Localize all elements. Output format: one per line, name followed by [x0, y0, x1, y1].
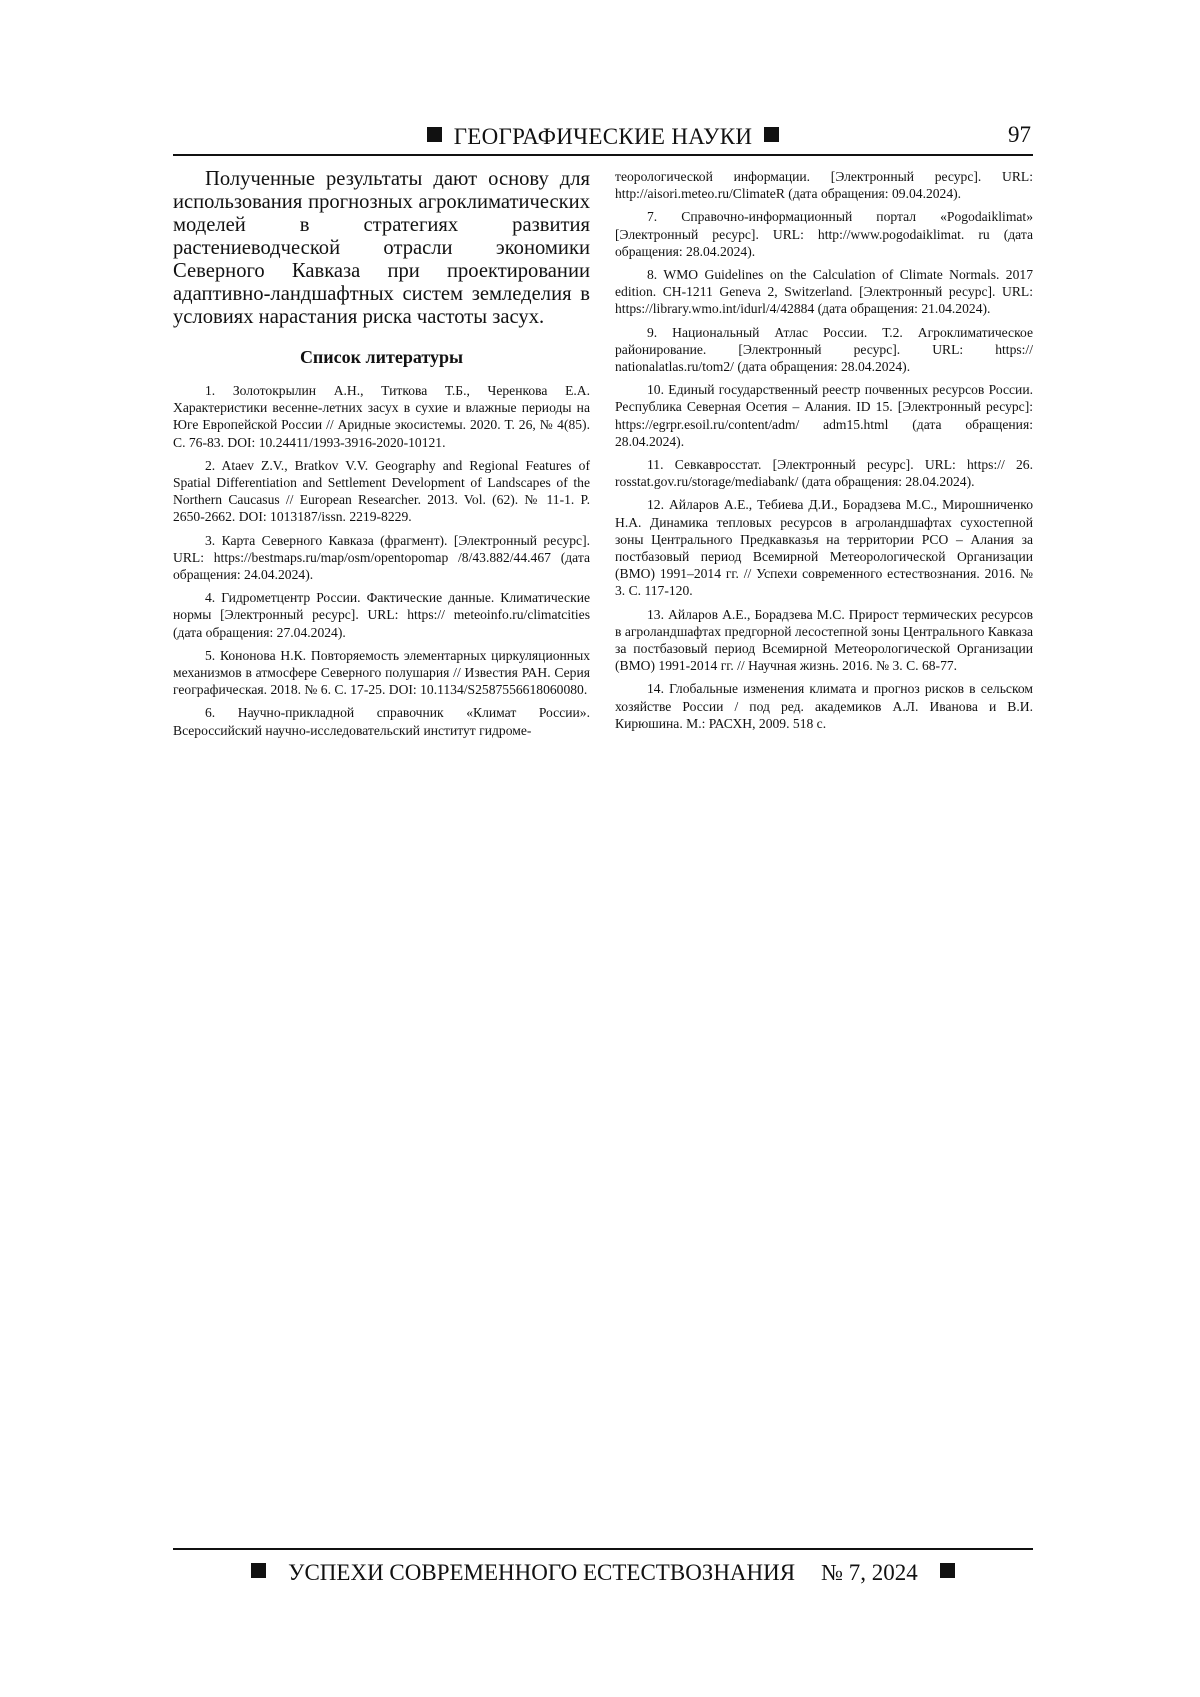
header-center [173, 124, 1033, 150]
square-bullet-icon [940, 1563, 955, 1578]
square-bullet-icon [251, 1563, 266, 1578]
square-bullet-icon [764, 127, 779, 142]
section-title: ГЕОГРАФИЧЕСКИЕ НАУКИ [453, 124, 753, 149]
reference-item: 6. Научно-прикладной справочник «Климат России». Всероссийский научно-исследовательский институт гидроме- [173, 705, 590, 738]
reference-item: 9. Национальный Атлас России. Т.2. Агроклиматическое районирование. [Электронный ресурс]. URL: https:// nationalatlas.ru/tom2/ (дата обращения: 28.04.2024). [615, 324, 1033, 375]
reference-item: 1. Золотокрылин А.Н., Титкова Т.Б., Черенкова Е.А. Характеристики весенне-летних засух в сухие и влажные периоды на Юге Европейской России // Аридные экосистемы. 2020. Т. 26, № 4(85). С. 76-83. DOI: 10.24411/1993-3916-2020-10121. [173, 383, 590, 450]
journal-title: УСПЕХИ СОВРЕМЕННОГО ЕСТЕСТВОЗНАНИЯ [288, 1560, 796, 1585]
reference-item: 4. Гидрометцентр России. Фактические данные. Климатические нормы [Электронный ресурс]. URL: https:// meteoinfo.ru/climatcities (дата обращения: 27.04.2024). [173, 590, 590, 640]
right-column [615, 168, 1033, 738]
reference-item: 13. Айларов А.Е., Борадзева М.С. Прирост термических ресурсов в агроландшафтах предгорной лесостепной зоны Центрального Кавказа за постбазовый период Всемирной Метеорологической Организации (ВМО) 1991-2014 гг. // Научная жизнь. 2016. № 3. С. 68-77. [615, 606, 1034, 674]
reference-item: 3. Карта Северного Кавказа (фрагмент). [Электронный ресурс]. URL: https://bestmaps.ru/map/osm/opentopomap /8/43.882/44.467 (дата обращения: 24.04.2024). [173, 532, 590, 583]
running-footer [173, 1548, 1033, 1586]
reference-item: 5. Кононова Н.К. Повторяемость элементарных циркуляционных механизмов в атмосфере Северного полушария // Известия РАН. Серия географическая. 2018. № 6. С. 17-25. DOI: 10.1134/S2587556618060080. [173, 647, 590, 698]
reference-item: 2. Ataev Z.V., Bratkov V.V. Geography and Regional Features of Spatial Differentiation and Settlement Development of Landscapes of the Northern Caucasus // European Researcher. 2013. Vol. (62). № 11-1. P. 2650-2662. DOI: 1013187/issn. 2219-8229. [173, 457, 590, 525]
running-header [173, 120, 1033, 156]
reference-item: 10. Единый государственный реестр почвенных ресурсов России. Республика Северная Осетия – Алания. ID 15. [Электронный ресурс]: https://egrpr.esoil.ru/content/adm/ adm15.html (дата обращения: 28.04.2024). [615, 382, 1033, 449]
reference-item: 12. Айларов А.Е., Тебиева Д.И., Борадзева М.С., Мирошниченко Н.А. Динамика тепловых ресурсов в агроландшафтах сухостепной зоны Центрального Предкавказья на территории РСО – Алания за постбазовый период Всемирной Метеорологической Организации (ВМО) 1991–2014 гг. // Успехи современного естествознания. 2016. № 3. С. 117-120. [615, 497, 1033, 599]
reference-item: 7. Справочно-информационный портал «Pogodaiklimat» [Электронный ресурс]. URL: http://www.pogodaiklimat. ru (дата обращения: 28.04.2024). [615, 209, 1033, 259]
page-number: 97 [1008, 122, 1031, 147]
square-bullet-icon [427, 127, 442, 142]
reference-item-continuation: теорологической информации. [Электронный ресурс]. URL: http://aisori.meteo.ru/ClimateR (дата обращения: 09.04.2024). [615, 169, 1033, 202]
references-heading: Список литературы [299, 347, 464, 367]
issue-number: № 7, 2024 [821, 1560, 918, 1585]
reference-item: 8. WMO Guidelines on the Calculation of Climate Normals. 2017 edition. CH-1211 Geneva 2, Switzerland. [Электронный ресурс]. URL: https://library.wmo.int/idurl/4/42884 (дата обращения: 21.04.2024). [615, 267, 1033, 317]
left-column [173, 168, 590, 745]
conclusion-paragraph: Полученные результаты дают основу для использования прогнозных агроклиматических моделей в стратегиях развития растениеводческой отрасли экономики Северного Кавказа при проектировании адаптивно-ландшафтных систем земледелия в условиях нарастания риска частоты засух. [173, 168, 590, 328]
reference-item: 14. Глобальные изменения климата и прогноз рисков в сельском хозяйстве России / под ред. академиков А.Л. Иванова и В.И. Кирюшина. М.: РАСХН, 2009. 518 с. [615, 681, 1033, 731]
reference-item: 11. Севкавросстат. [Электронный ресурс]. URL: https:// 26. rosstat.gov.ru/storage/mediabank/ (дата обращения: 28.04.2024). [615, 457, 1033, 490]
